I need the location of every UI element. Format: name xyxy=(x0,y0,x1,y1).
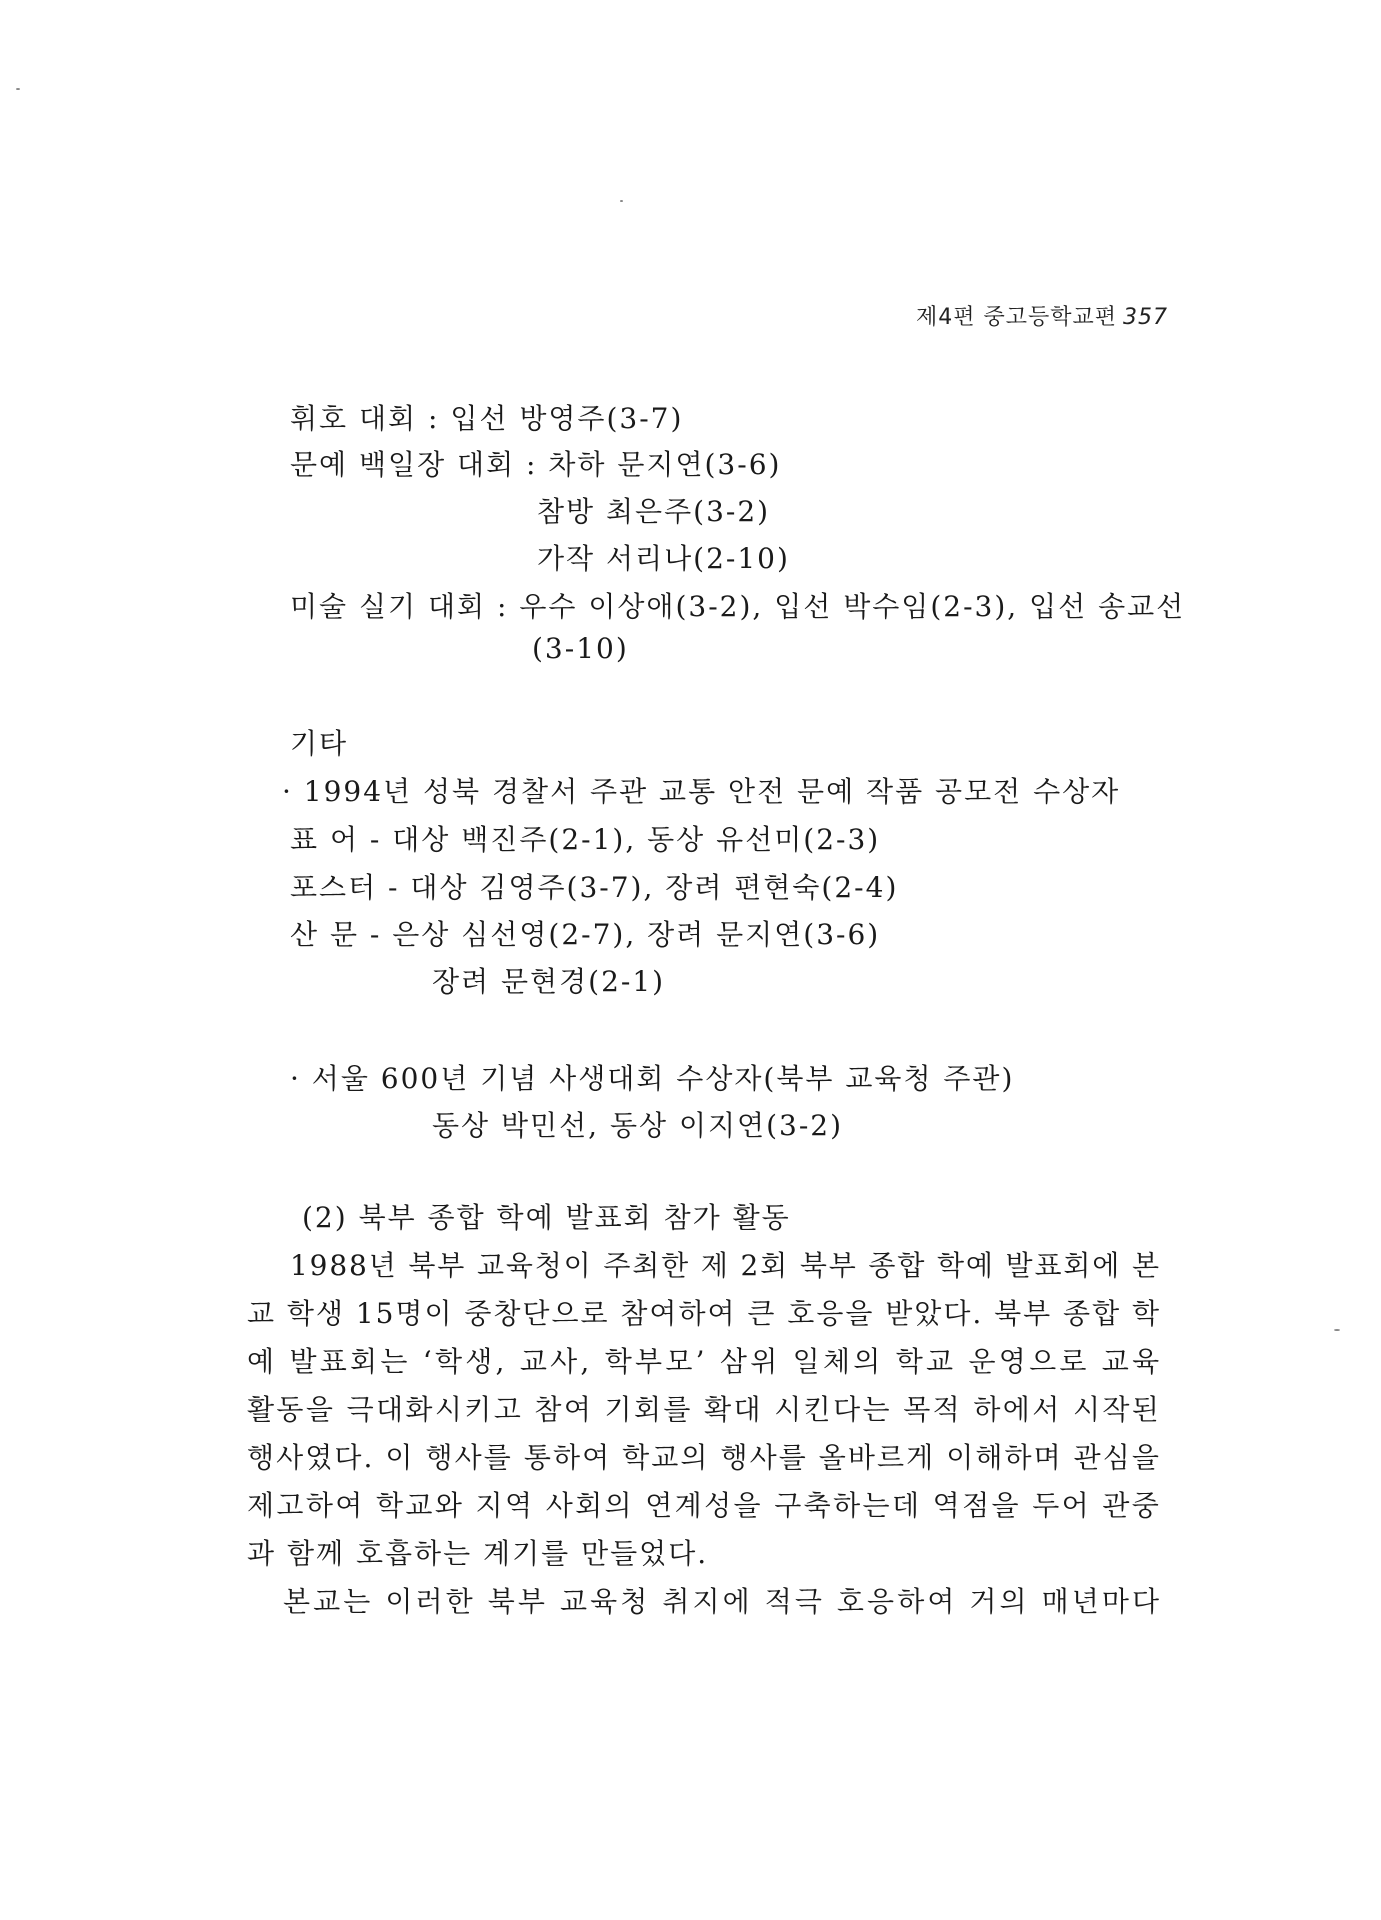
award-line-writing-contest: 문예 백일장 대회 : 차하 문지연(3-6) xyxy=(290,448,782,481)
paragraph-text: 1988년 북부 교육청이 주최한 제 2회 북부 종합 학예 발표회에 본 xyxy=(290,1249,1161,1282)
scan-speck xyxy=(1334,1329,1340,1331)
bullet-traffic-safety: · 1994년 성북 경찰서 주관 교통 안전 문예 작품 공모전 수상자 xyxy=(282,775,1121,808)
award-line-writing-contest-2: 참방 최은주(3-2) xyxy=(537,495,771,528)
bullet-seoul-600: · 서울 600년 기념 사생대회 수상자(북부 교육청 주관) xyxy=(290,1062,1015,1095)
scan-speck xyxy=(16,88,20,90)
paragraph-line xyxy=(247,1340,1163,1380)
paragraph-line xyxy=(247,1484,1162,1524)
award-line-calligraphy: 휘호 대회 : 입선 방영주(3-7) xyxy=(290,402,684,435)
award-slogan: 표 어 - 대상 백진주(2-1), 동상 유선미(2-3) xyxy=(290,823,881,856)
paragraph-text: 제고하여 학교와 지역 사회의 연계성을 구축하는데 역점을 두어 관중 xyxy=(247,1489,1162,1522)
paragraph-text: 예 발표회는 ‘학생, 교사, 학부모’ 삼위 일체의 학교 운영으로 교육 xyxy=(247,1345,1163,1378)
scan-speck xyxy=(620,200,623,202)
paragraph-line xyxy=(247,1292,1162,1332)
award-prose: 산 문 - 은상 심선영(2-7), 장려 문지연(3-6) xyxy=(290,918,881,951)
paragraph-line-last: 과 함께 호흡하는 계기를 만들었다. xyxy=(247,1537,709,1570)
paragraph-line xyxy=(290,1244,1159,1284)
section-title: (2) 북부 종합 학예 발표회 참가 활동 xyxy=(302,1201,791,1234)
paragraph-text: 행사였다. 이 행사를 통하여 학교의 행사를 올바르게 이해하며 관심을 xyxy=(247,1441,1162,1474)
running-header xyxy=(916,300,1168,331)
paragraph-text: 활동을 극대화시키고 참여 기회를 확대 시킨다는 목적 하에서 시작된 xyxy=(247,1393,1162,1426)
page-number: 357 xyxy=(1123,305,1168,330)
paragraph-line xyxy=(247,1436,1162,1476)
header-section-title: 제4편 중고등학교편 xyxy=(915,305,1117,330)
paragraph-text: 본교는 이러한 북부 교육청 취지에 적극 호응하여 거의 매년마다 xyxy=(283,1585,1163,1618)
paragraph-line xyxy=(283,1580,1163,1620)
award-prose-cont: 장려 문현경(2-1) xyxy=(432,965,666,998)
paragraph-line xyxy=(247,1388,1162,1428)
award-seoul-600-winners: 동상 박민선, 동상 이지연(3-2) xyxy=(432,1109,844,1142)
award-poster: 포스터 - 대상 김영주(3-7), 장려 편현숙(2-4) xyxy=(290,871,899,904)
etc-heading: 기타 xyxy=(290,727,349,760)
award-line-writing-contest-3: 가작 서리나(2-10) xyxy=(537,542,790,575)
award-line-art-contest: 미술 실기 대회 : 우수 이상애(3-2), 입선 박수임(2-3), 입선 송교선 xyxy=(290,590,1186,623)
paragraph-text: 교 학생 15명이 중창단으로 참여하여 큰 호응을 받았다. 북부 종합 학 xyxy=(247,1297,1162,1330)
award-line-art-contest-cont: (3-10) xyxy=(532,632,629,665)
